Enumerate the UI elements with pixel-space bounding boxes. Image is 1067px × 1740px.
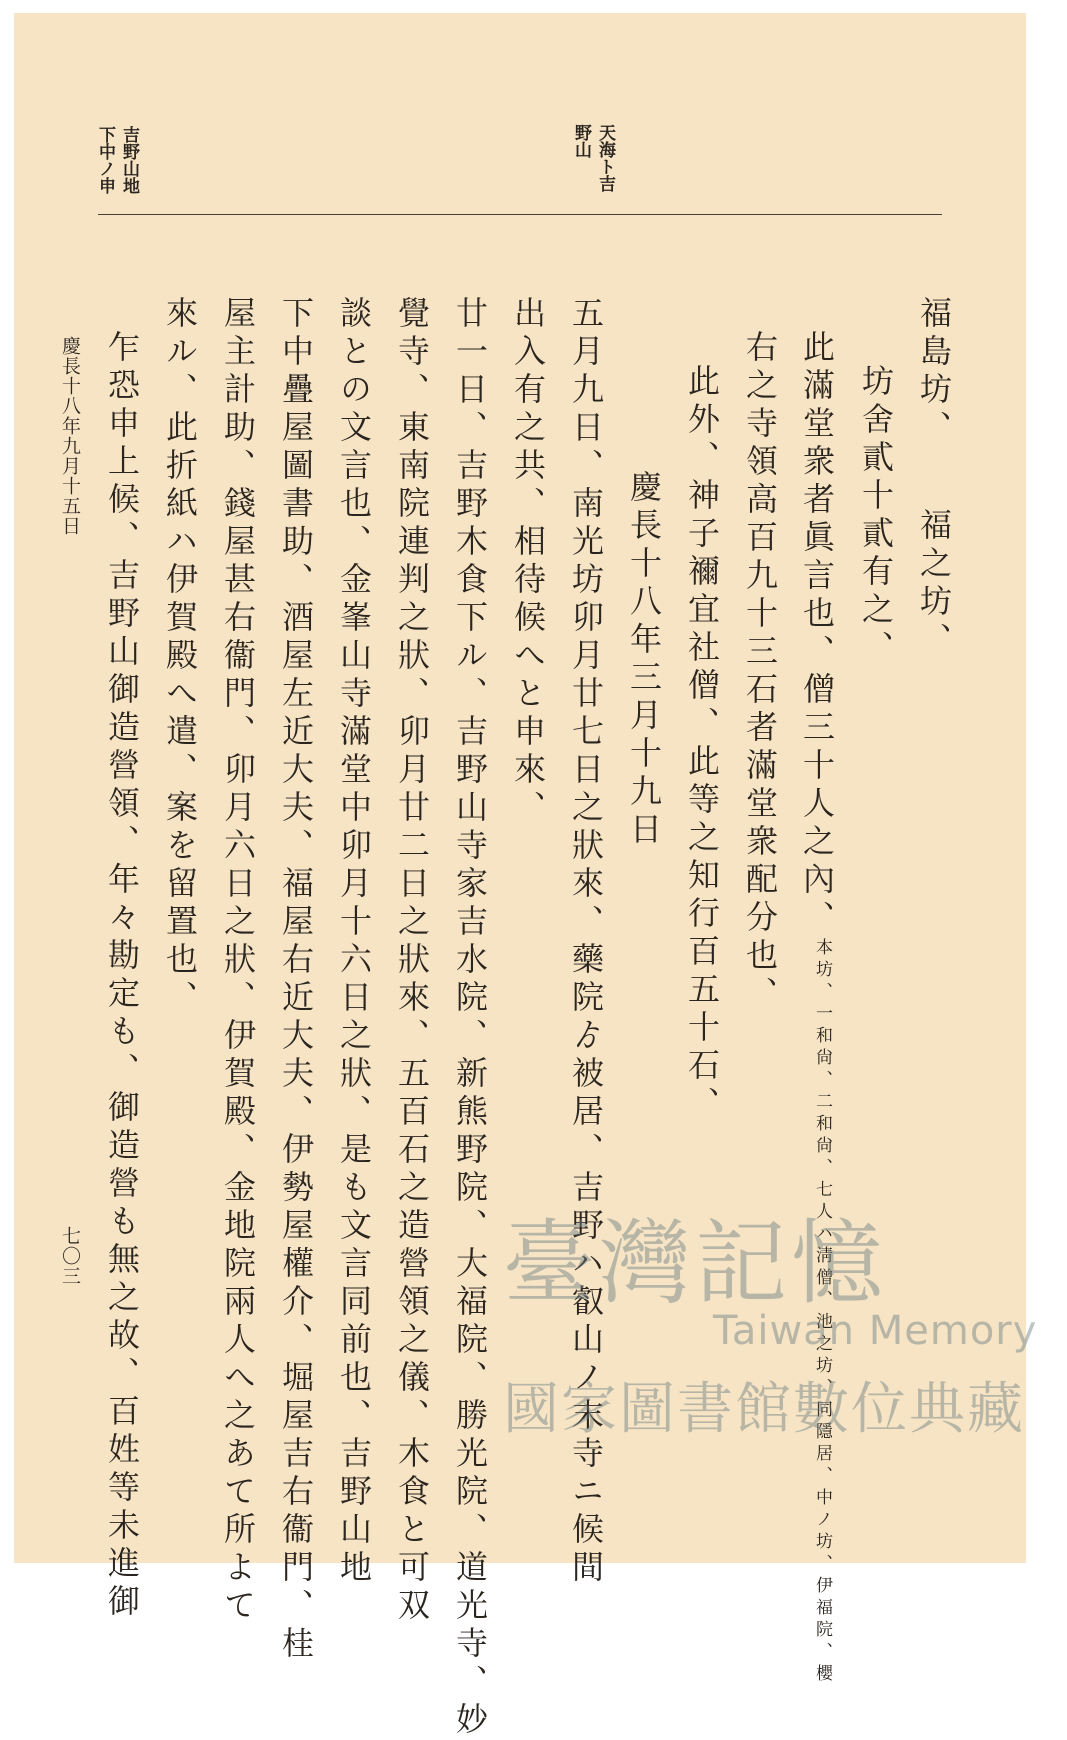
header-note-center-line2: 野山 (571, 124, 591, 158)
text-segment: 此滿堂衆者眞言也、僧三十人之內、 (798, 330, 836, 938)
text-column: 廿一日、吉野木食下ル、吉野山寺家吉水院、新熊野院、大福院、勝光院、道光寺、妙 (451, 296, 489, 1740)
text-column: 來ル、此折紙ハ伊賀殿へ遣、案を留置也、 (161, 296, 199, 1018)
text-column: 乍恐申上候、吉野山御造營領、年々勘定も、御造營も無之故、百姓等未進御 (103, 330, 141, 1622)
watermark-title: 臺灣記憶 (503, 1210, 888, 1317)
text-column: 屋主計助、錢屋甚右衞門、卯月六日之狀、伊賀殿、金地院兩人へ之あて所よて (219, 296, 257, 1626)
page-number: 七〇三 (59, 1226, 81, 1286)
header-rule (98, 214, 942, 215)
header-note-left-line1: 吉野山地 (119, 126, 139, 194)
watermark (503, 1190, 1038, 1450)
annotation-line-left: 本坊、一和尙、二和尙、七人ハ淸僧、 (812, 938, 832, 1312)
text-column: 下中疊屋圖書助、酒屋左近大夫、福屋右近大夫、伊勢屋權介、堀屋吉右衞門、桂 (277, 296, 315, 1664)
text-column: 此外、神子禰宜社僧、此等之知行百五十石、 (683, 364, 721, 1124)
text-column: 談との文言也、金峯山寺滿堂中卯月十六日之狀、是も文言同前也、吉野山地 (335, 296, 373, 1588)
watermark-library: 國家圖書館數位典藏 (503, 1377, 1025, 1442)
annotation-line-right: 池之坊、同隱居、中ノ坊、伊福院、櫻 (812, 1312, 832, 1686)
text-column: 右之寺領高百九十三石者滿堂衆配分也、 (741, 330, 779, 1014)
text-column: 坊舍貳十貳有之、 (857, 364, 895, 668)
text-column: 覺寺、東南院連判之狀、卯月廿二日之狀來、五百石之造營領之儀、木食と可双 (393, 296, 431, 1626)
text-column: 慶長十八年三月十九日 (625, 470, 663, 850)
text-column: 福島坊、 福之坊、 (915, 296, 953, 660)
text-column: 出入有之共、相待候へと申來、 (509, 296, 547, 828)
header-note-left-line2: 下中ノ申 (95, 126, 115, 194)
footer-date: 慶長十八年九月十五日 (59, 336, 81, 536)
header-note-center-line1: 天海ト吉 (595, 124, 615, 192)
watermark-english: Taiwan Memory (713, 1308, 1038, 1354)
text-column: 五月九日、南光坊卯月廿七日之狀來、藥院ゟ被居、吉野ハ叡山ノ末寺ニ候間 (567, 296, 605, 1588)
